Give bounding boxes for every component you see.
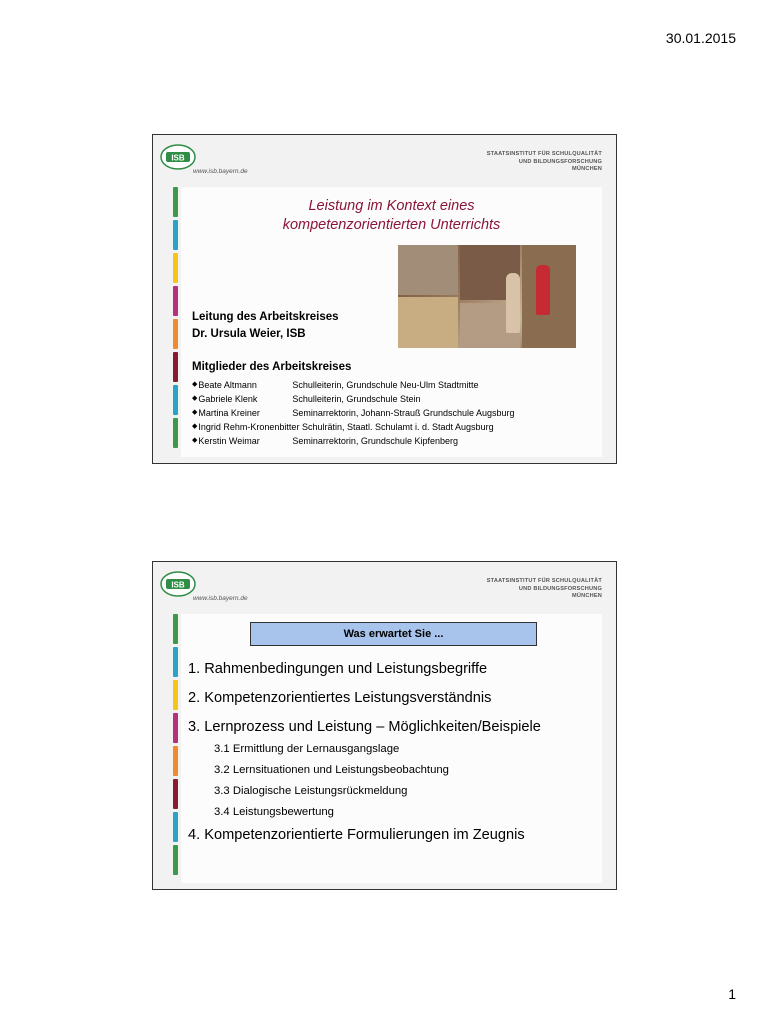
agenda-sublist <box>188 742 541 819</box>
svg-text:ISB: ISB <box>171 580 185 590</box>
agenda-subitem: 3.4 Leistungsbewertung <box>214 806 334 818</box>
agenda-item: 4. Kompetenzorientierte Formulierungen im Zeugnis <box>188 827 525 843</box>
list-item: ◆ Beate Altmann Schulleiterin, Grundschule Neu-Ulm Stadtmitte <box>192 380 479 390</box>
page-number: 1 <box>728 986 736 1002</box>
classroom-photo <box>398 245 576 348</box>
slide-1 <box>152 134 617 464</box>
lead-section <box>192 309 339 343</box>
color-stripes <box>173 187 179 451</box>
agenda-title-box: Was erwartet Sie ... <box>250 622 537 646</box>
slide-2 <box>152 561 617 890</box>
agenda-item: 1. Rahmenbedingungen und Leistungsbegriffe <box>188 661 488 677</box>
agenda-subitem: 3.1 Ermittlung der Lernausgangslage <box>214 743 400 755</box>
list-item: ◆ Ingrid Rehm-Kronenbitter Schulrätin, Staatl. Schulamt i. d. Stadt Augsburg <box>192 422 494 432</box>
agenda-subitem: 3.2 Lernsituationen und Leistungsbeobachtung <box>214 764 449 776</box>
slide-header <box>153 562 616 614</box>
slide-1-title: Leistung im Kontext eines kompetenzorientierten Unterrichts <box>282 198 501 233</box>
page-date: 30.01.2015 <box>665 30 736 46</box>
agenda-item: 3. Lernprozess und Leistung – Möglichkeiten/Beispiele <box>188 719 541 735</box>
header-url: www.isb.bayern.de <box>193 595 248 602</box>
members-list <box>192 378 515 448</box>
slide-1-content <box>181 187 602 457</box>
slide-2-content <box>181 614 602 883</box>
header-url: www.isb.bayern.de <box>193 168 248 175</box>
institute-name: STAATSINSTITUT FÜR SCHULQUALITÄT UND BILDUNGSFORSCHUNG MÜNCHEN <box>486 578 602 600</box>
lead-person: Dr. Ursula Weier, ISB <box>192 328 306 340</box>
color-stripes <box>173 614 179 878</box>
isb-logo-icon <box>160 144 196 170</box>
list-item: ◆ Gabriele Klenk Schulleiterin, Grundschule Stein <box>192 394 421 404</box>
slide-header <box>153 135 616 187</box>
isb-logo-icon <box>160 571 196 597</box>
members-heading: Mitglieder des Arbeitskreises <box>192 361 352 373</box>
agenda-list <box>188 660 541 855</box>
list-item: ◆ Kerstin Weimar Seminarrektorin, Grundschule Kipfenberg <box>192 436 458 446</box>
agenda-item: 2. Kompetenzorientiertes Leistungsverständnis <box>188 690 492 706</box>
agenda-subitem: 3.3 Dialogische Leistungsrückmeldung <box>214 785 408 797</box>
institute-name: STAATSINSTITUT FÜR SCHULQUALITÄT UND BILDUNGSFORSCHUNG MÜNCHEN <box>486 151 602 173</box>
lead-heading: Leitung des Arbeitskreises <box>192 311 339 323</box>
svg-text:ISB: ISB <box>171 153 185 163</box>
list-item: ◆ Martina Kreiner Seminarrektorin, Johann-Strauß Grundschule Augsburg <box>192 408 515 418</box>
